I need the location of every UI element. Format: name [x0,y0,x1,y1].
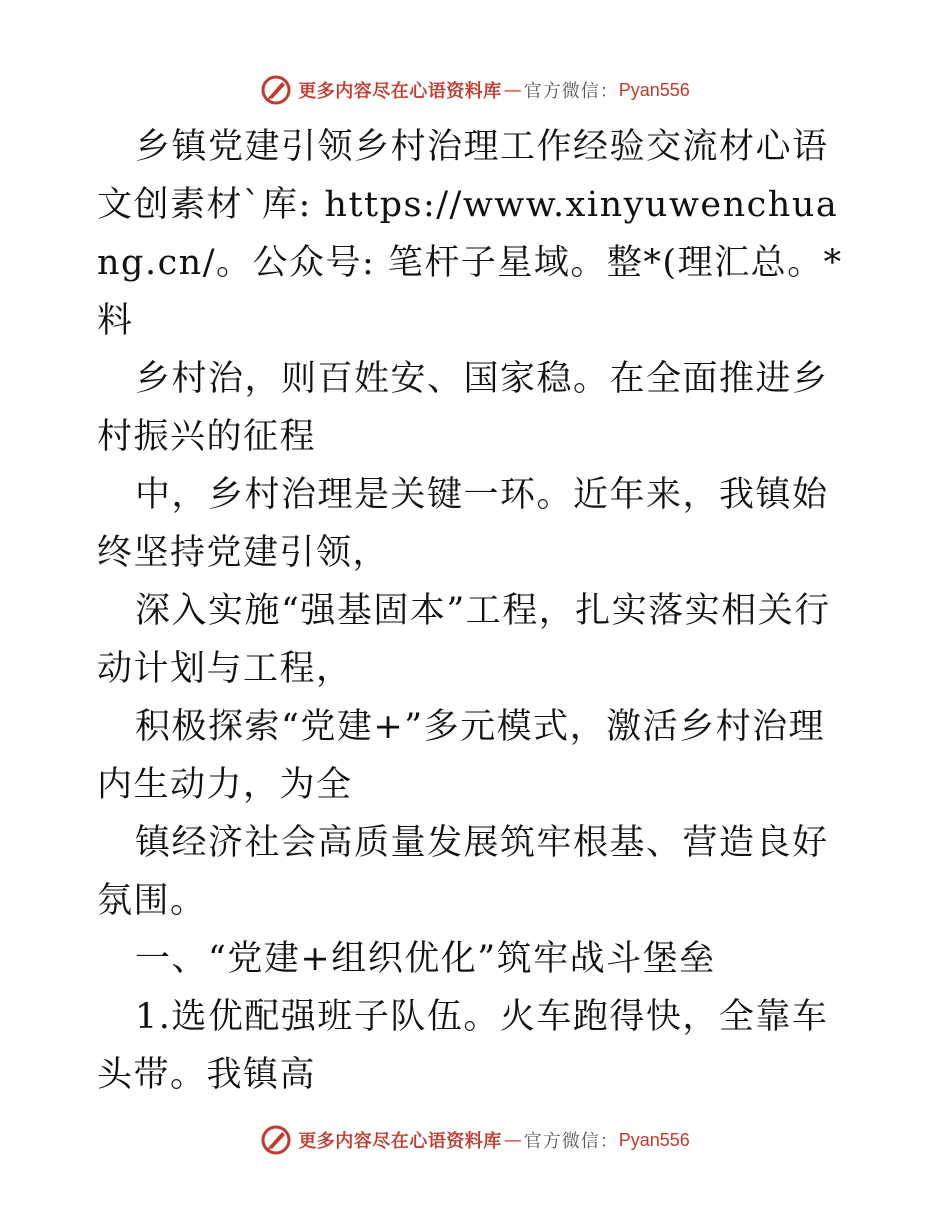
watermark-wechat-id: Pyan556 [618,79,690,100]
paragraph-intro: 乡镇党建引领乡村治理工作经验交流材心语文创素材`库: https://www.xinyuwenchuang.cn/。公众号: 笔杆子星域。整*(理汇总。*料 [97,127,843,341]
watermark-label: 官方微信： [523,81,619,102]
paragraph: 中，乡村治理是关键一环。近年来，我镇始终坚持党建引领， [97,475,829,573]
watermark-wechat-id: Pyan556 [618,1129,690,1150]
paragraph: 乡村治，则百姓安、国家稳。在全面推进乡村振兴的征程 [97,359,829,457]
header-watermark [0,70,950,110]
watermark-dash: — [503,1129,522,1151]
document-body [97,118,857,1104]
watermark-brand: 更多内容尽在心语资料库 [298,1131,502,1152]
paragraph: 积极探索“党建+”多元模式，激活乡村治理内生动力，为全 [97,707,826,805]
paragraph: 深入实施“强基固本”工程，扎实落实相关行动计划与工程， [97,591,831,689]
footer-watermark [0,1120,950,1160]
watermark-brand: 更多内容尽在心语资料库 [298,81,502,102]
paragraph: 1.选优配强班子队伍。火车跑得快，全靠车头带。我镇高 [97,997,829,1095]
watermark-label: 官方微信： [523,1131,619,1152]
quill-seal-icon [260,1124,292,1156]
paragraph: 镇经济社会高质量发展筑牢根基、营造良好氛围。 [97,823,829,921]
watermark-dash: — [503,79,522,101]
quill-seal-icon [260,74,292,106]
section-heading: 一、“党建+组织优化”筑牢战斗堡垒 [135,939,716,979]
